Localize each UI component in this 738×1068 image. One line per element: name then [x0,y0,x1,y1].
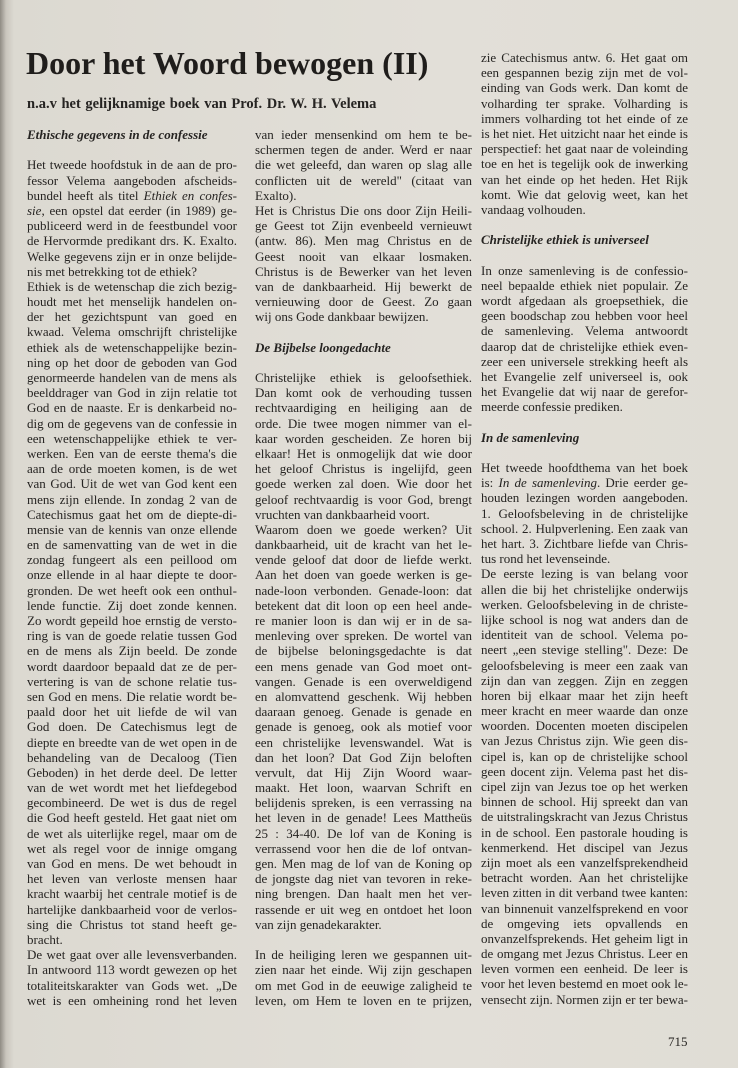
text-column-3 [481,50,688,1007]
page-number: 715 [668,1034,688,1049]
text-line: Dan komt ook de verhouding tussen [255,385,472,401]
text-line: In de heiliging leren we gespannen uit- [255,947,472,963]
text-line: ning brengen. Dan haalt men het ver- [255,886,472,902]
text-line: komt. Wie dat gelovig weet, kan het [481,186,688,202]
text-line: zie Catechismus antw. 6. Het gaat om [481,50,688,65]
article-subtitle: n.a.v het gelijknamige boek van Prof. Dr. W. H. Velema [27,96,377,112]
text-line: dan het loon? Dat God Zijn beloften [255,749,472,765]
text-line: allen die bij het christelijke onderwijs [481,581,688,597]
text-line: een mens genade van God moet ont- [255,658,472,674]
text-segment: . Drie eerder ge- [596,475,688,491]
paragraph [481,50,688,217]
text-line: de wet als uiterlijke regel, maar om de [27,825,237,841]
text-segment: bundel heeft als titel [27,187,144,203]
text-line: behandeling van de Decaloog (Tien [27,749,237,765]
text-line: vruchten van dankbaarheid voort. [255,506,430,522]
text-line: meer kracht en meer waarde dan onze [481,703,688,719]
text-line: een wetenschappelijke ethiek te ver- [27,430,237,446]
text-line: van de wet wordt met het liefdegebod [27,780,237,796]
text-line: zeer een universele strekking heeft als [481,353,688,369]
text-line: volharding ter sprake. Volharding is [481,95,688,111]
text-line: leven vormen een eenheid. De leer is [481,961,688,977]
text-line: publiceerd werd in de feestbundel voor [27,218,237,234]
italic-text: sie [27,202,42,218]
text-line: ning op het door de geboden van God [27,354,237,370]
text-line: de uitstralingskracht van Jezus Christus [481,809,688,825]
text-line: paald door het uit liefde de wil van [27,704,237,720]
text-line: rechtvaardiging en heiliging aan de [255,400,472,416]
text-line: vernieuwing door de Geest. Zo gaan [255,294,472,310]
text-line: geloofsbeleving is meer een zaak van [481,657,688,673]
text-line: de jongste dag niet van tevoren in reke- [255,871,472,887]
text-line: De wet gaat over alle levensverbanden. [27,947,237,963]
text-line: van ieder mensenkind om hem te be- [255,127,472,142]
text-line: Geboden) in het derde deel. De letter [27,764,237,780]
text-line: cipel zijn van Jezus toe op het werken [481,779,688,794]
text-line: betracht worden. Aan het christelijke [481,870,688,886]
text-line: mensie van de kennis van onze ellende [27,521,237,537]
text-line: elkaar! Het is onmogelijk dat wie door [255,445,472,461]
text-segment: is: [481,475,499,491]
text-line: nis met betrekking tot de ethiek? [27,263,198,279]
text-line: werken. Geloofsbeleving in de christe- [481,596,688,612]
text-line: van binnenuit vanzelfsprekend en voor [481,900,688,916]
text-line: Catechismus gaat het om de diepte-di- [27,506,237,522]
text-line: totaliteitskarakter van Gods wet. „De [27,977,237,993]
text-line: en de samenvatting van de wet in die [27,537,237,553]
text-line: wet is een omheining rond het leven [27,992,237,1008]
text-line: kaar worden gescheiden. Ze horen bij [255,430,472,446]
text-line: is het niet. Het uitzicht naar het einde is [481,125,688,141]
text-line: in de school. Een pastorale houding is [481,824,688,840]
section-heading: Christelijke ethiek is universeel [481,232,649,248]
text-line: dankbaarheid, uit de kracht van het le- [255,537,472,553]
paragraph [255,370,472,522]
section-heading: In de samenleving [481,429,580,445]
text-line: hartelijke dankbaarheid voor de verlos- [27,901,237,917]
text-line: Het tweede hoofdstuk in de aan de pro- [27,157,237,173]
text-line: kracht waarbij het centrale motief is de [27,886,237,902]
text-line: die wet geleefd, dan waren op slag alle [255,157,472,173]
text-line: lende functie. Zij doet zonde kennen. [27,597,237,613]
text-line: het Evangelie dat wij naar de gerefor- [481,384,688,400]
text-line: genormeerde handelen van de mens als [27,370,237,385]
text-line: daarop dat de christelijke ethiek even- [481,338,688,354]
text-line: van het einde op het heden. Het Rijk [481,171,688,187]
paragraph-spacer [255,324,472,339]
italic-text: Ethiek en confes- [143,187,237,203]
text-line: neert „een stevige stelling". Deze: De [481,642,688,658]
text-line: 25 : 34-40. De lof van de Koning is [255,825,472,841]
text-line: het Evangelie zelf universeel is, ook [481,368,688,384]
text-line: woorden. Docenten moeten discipelen [481,718,688,734]
text-line: re manier loon is dan wij er in de sa- [255,613,472,628]
paragraph [255,127,472,203]
text-line: bracht. [27,931,63,947]
text-line: God doen. De Catechismus legt de [27,719,237,735]
text-line: aan de orde moeten komen, is de wet [27,461,237,477]
text-line: daaraan genoeg. Genade is genade en [255,704,472,720]
text-line: een gespannen bezig zijn met de vol- [481,65,688,81]
paragraph-spacer [481,247,688,262]
paragraph [27,947,237,1008]
text-line: een christelijke levenswandel. Wat is [255,734,472,750]
text-line [481,475,688,490]
text-line: zondag fungeert als een peillood om [27,552,237,568]
text-line: leven zitten in dit verband twee kanten: [481,885,688,901]
text-line: vende geloof dat door de liefde werkt. [255,552,472,568]
text-line: wordt afgedaan als groepsethiek, die [481,293,688,308]
text-line: het leven in de genade! Lees Mattheüs [255,810,472,826]
text-line: ring is van de goede relatie tussen God [27,628,237,644]
text-line: binnen de school. Hij spreekt dan van [481,794,688,810]
text-line: orde. Die twee mogen nimmer van el- [255,415,472,431]
text-line: Waarom doen we goede werken? Uit [255,521,472,537]
text-line: De eerste lezing is van belang voor [481,566,688,582]
text-line: Aan het doen van goede werken is ge- [255,567,472,583]
italic-text: In de samenleving [498,475,597,491]
text-line: diepte en breedte van de wet open in de [27,734,237,750]
text-line: zien naar het einde. Wij zijn geschapen [255,962,472,978]
text-line: vandaag volhouden. [481,201,586,217]
paragraph [255,203,472,325]
text-line: het leven van verloste mensen haar [27,871,237,887]
text-line: van God. Uit de wet van God kent een [27,476,237,492]
text-line: wij ons Gode dankbaar bewijzen. [255,309,429,325]
text-line: genade is genoeg, ook als motief voor [255,719,472,735]
text-line: onvanzelfsprekends. Het geheim ligt in [481,930,688,946]
text-line: van zijn genadekarakter. [255,916,382,932]
text-line: tus rond het levenseinde. [481,551,611,567]
text-line: die God heeft gesteld. Het gaat niet om [27,810,237,826]
text-line: einding van Gods werk. Dan komt de [481,80,688,96]
text-line [27,203,237,218]
paragraph [255,947,472,1008]
text-line: wet als regel voor de innige omgang [27,840,237,856]
text-line: goede werken zal doen. Wie door het [255,476,472,492]
text-line: ethiek als de wetenschappelijke bezin- [27,339,237,355]
text-line: betekent dat dit loon op een heel ande- [255,597,472,613]
text-line: belijdenis spreken, is een verrassing na [255,795,472,811]
text-line: In antwoord 113 wordt gewezen op het [27,962,237,978]
text-line: Exalto). [255,187,297,203]
text-line: nade-loon verbonden. Genade-loon: dat [255,582,472,598]
text-segment: , een opstel dat eerder (in 1989) ge- [41,202,237,218]
text-line: conflicten uit de wereld" (citaat van [255,172,472,188]
text-line: gecombineerd. De wet is dus de regel [27,795,237,811]
text-line: geloof rechtvaardig is voor God, brengt [255,491,472,507]
text-line: vervult, dat Hij Zijn Woord waar- [255,764,472,780]
text-line: om met God in de eeuwige zaligheid te [255,977,472,993]
text-line: de bijbelse beloningsgedachte is dat [255,643,472,659]
text-line: mens zijn ellende. In zondag 2 van de [27,491,237,507]
text-line: fessor Velema aangeboden afscheids- [27,172,237,188]
text-line: wordt daardoor bepaald dat ze de per- [27,658,237,674]
text-line: Geest nooit van elkaar losmaken. [255,248,472,264]
text-line: de samenleving. Velema antwoordt [481,323,688,339]
text-line: lijke school is nog wat anders dan de [481,611,688,627]
text-line: meerde confessie prediken. [481,399,623,415]
text-line: menleving over spreken. De wortel van [255,628,472,644]
text-line: vertering is van de schone relatie tus- [27,673,237,689]
text-column-2 [255,127,472,1008]
text-line: Ethiek is de wetenschap die zich bezig- [27,278,237,294]
text-line: voor het leven bestemd en moet ook le- [481,976,688,992]
text-line: kenmerkend. Het discipel van Jezus [481,839,688,855]
text-line: identiteit van de school. Velema po- [481,627,688,643]
article-title: Door het Woord bewogen (II) [26,45,429,81]
text-line: kwaad. Velema omschrijft christelijke [27,324,237,340]
text-line: van de dankbaarheid. Hij bewerkt de [255,278,472,294]
text-line: Zo wordt gepeild hoe ernstig de versto- [27,613,237,628]
text-line: God en de naaste. Er is denkarbeid no- [27,400,237,416]
text-line: de omgeving iets opvallends en [481,915,688,931]
paragraph-spacer [481,217,688,232]
text-line: houdt met het menselijk handelen on- [27,294,237,310]
text-line: dig om de gegevens van de confessie in [27,415,237,431]
text-line: immers volharding tot het einde of ze [481,110,688,126]
text-line: toe en het is tegelijk ook de inwerking [481,156,688,172]
text-line: maakt. Het loon, waarvan Schrift en [255,780,472,796]
text-line: schermen tegen de ander. Werd er naar [255,142,472,158]
text-line: horen bij elkaar maar het zijn heeft [481,687,688,703]
text-line: van Jezus Christus zijn. Wie geen dis- [481,733,688,749]
paragraph [27,279,237,947]
text-line: zijn moet als een vanzelfsprekendheid [481,854,688,870]
paragraph [481,566,688,1006]
paragraph-spacer [27,142,237,157]
paragraph [27,157,237,279]
text-line: gronden. De wet heeft ook een onthul- [27,582,237,598]
text-line: vangen. Genade is een overweldigend [255,673,472,689]
paragraph-spacer [255,355,472,370]
text-line: cipel is, kan op de christelijke school [481,748,688,764]
text-column-1 [27,127,237,1008]
section-heading: De Bijbelse loongedachte [255,339,391,355]
text-line: van God en mens. De wet behoudt in [27,856,237,871]
text-line: neel bepaalde ethiek niet populair. Ze [481,277,688,293]
text-line: houden lezingen worden aangeboden. [481,490,688,506]
text-line: het hart. 3. Zichtbare liefde van Chris- [481,536,688,551]
text-line: rassende er uit weg en ontdoet het loon [255,901,472,917]
paragraph [481,263,688,415]
text-line: het geloof Christus is ingelijfd, geen [255,461,472,477]
paragraph-spacer [255,932,472,947]
text-line: en de mens als Zijn beeld. De zonde [27,643,237,659]
text-line: In onze samenleving is de confessio- [481,262,688,278]
text-line: werken. Een van de eerste thema's die [27,445,237,461]
text-line: de Hervormde predikant drs. K. Exalto. [27,233,237,249]
text-line: beelddrager van God in zijn relatie tot [27,385,237,401]
text-line: sing die Christus tot stand heeft ge- [27,916,237,932]
text-line: verrassend voor hen die de lof ontvan- [255,840,472,856]
text-line: 1. Geloofsbeleving in de christelijke [481,505,688,521]
text-line: (antw. 86). Men mag Christus en de [255,233,472,249]
paragraph [481,460,688,566]
text-line: Christelijke ethiek is geloofsethiek. [255,370,472,385]
text-line: zijn dan van zeggen. Zijn en zeggen [481,672,688,688]
text-line: perspectief: het gaat naar de voleinding [481,141,688,157]
text-line: leven, om Hem te loven en te prijzen, [255,992,472,1008]
text-line: de omgang met Jezus Christus. Leer en [481,946,688,962]
text-line: gen. Men mag de lof van de Koning op [255,856,472,871]
text-line: Het tweede hoofdthema van het boek [481,460,688,476]
text-line: Het is Christus Die ons door Zijn Heili- [255,202,472,218]
text-line: der het gezichtspunt van goed en [27,309,237,325]
text-line: geen docent zijn. Velema past het dis- [481,763,688,779]
text-line: en alomvattend geschenk. Wij hebben [255,688,472,704]
text-line: geen boodschap zou hebben voor heel [481,308,688,324]
section-heading: Ethische gegevens in de confessie [27,127,208,142]
text-line: school. 2. Hulpverlening. Een zaak van [481,520,688,536]
text-line: Christus is de Bewerker van het leven [255,263,472,279]
text-line [27,188,237,203]
text-line: onze ellende in al haar diepte te door- [27,567,237,583]
text-line: ge Geest tot Zijn evenbeeld vernieuwt [255,218,472,234]
paragraph [255,522,472,932]
paragraph-spacer [481,415,688,430]
text-line: sen God en mens. Die relatie wordt be- [27,688,237,704]
paragraph-spacer [481,445,688,460]
text-line: vensecht zijn. Normen zijn er ter bewa- [481,991,688,1007]
text-line: Welke gegevens zijn er in onze belijde- [27,248,237,264]
